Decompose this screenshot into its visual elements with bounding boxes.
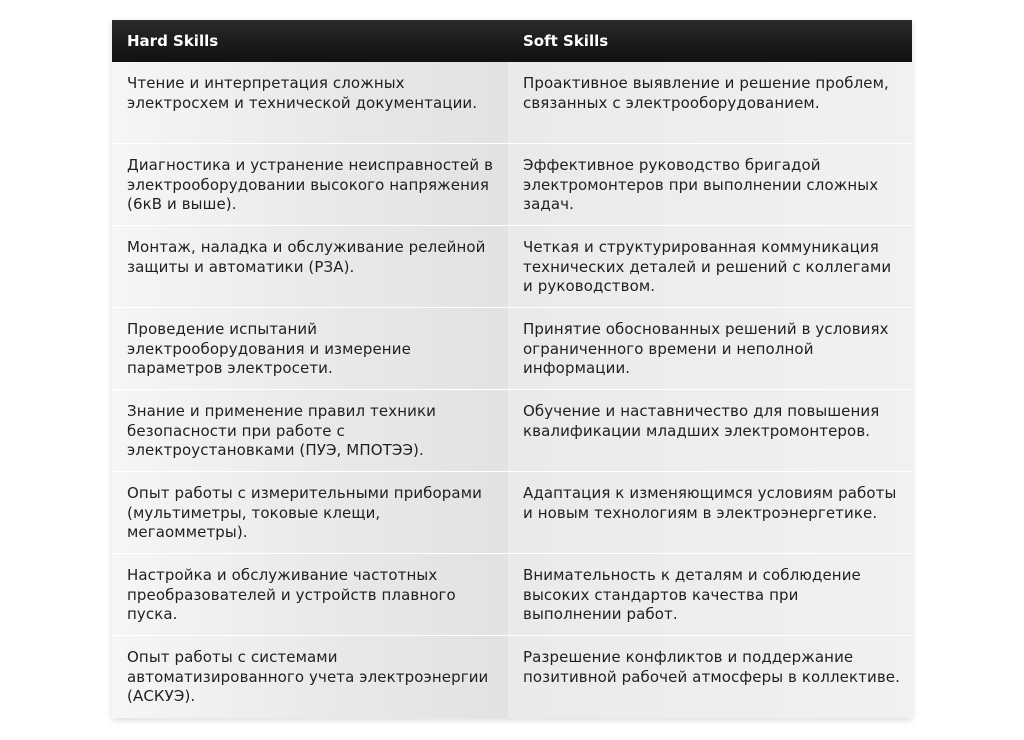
table-row — [112, 472, 912, 554]
hard-skill-cell: Монтаж, наладка и обслуживание релейной защиты и автоматики (РЗА). — [112, 226, 508, 307]
table-body — [112, 62, 912, 718]
soft-skill-cell: Обучение и наставничество для повышения квалификации младших электромонтеров. — [508, 390, 912, 471]
hard-skill-cell: Проведение испытаний электрооборудования и измерение параметров электросети. — [112, 308, 508, 389]
soft-skill-cell: Эффективное руководство бригадой электромонтеров при выполнении сложных задач. — [508, 144, 912, 225]
soft-skill-cell: Внимательность к деталям и соблюдение высоких стандартов качества при выполнении работ. — [508, 554, 912, 635]
soft-skill-cell: Адаптация к изменяющимся условиям работы и новым технологиям в электроэнергетике. — [508, 472, 912, 553]
skills-table — [112, 20, 912, 718]
hard-skill-cell: Опыт работы с измерительными приборами (мультиметры, токовые клещи, мегаомметры). — [112, 472, 508, 553]
hard-skill-cell: Диагностика и устранение неисправностей в электрооборудовании высокого напряжения (6кВ и выше). — [112, 144, 508, 225]
table-row — [112, 144, 912, 226]
table-row — [112, 554, 912, 636]
table-header — [112, 20, 912, 62]
hard-skill-cell: Знание и применение правил техники безопасности при работе с электроустановками (ПУЭ, МПОТЭЭ). — [112, 390, 508, 471]
table-row — [112, 62, 912, 144]
hard-skill-cell: Настройка и обслуживание частотных преобразователей и устройств плавного пуска. — [112, 554, 508, 635]
hard-skill-cell: Опыт работы с системами автоматизированного учета электроэнергии (АСКУЭ). — [112, 636, 508, 718]
hard-skill-cell: Чтение и интерпретация сложных электросхем и технической документации. — [112, 62, 508, 143]
table-row — [112, 390, 912, 472]
soft-skill-cell: Проактивное выявление и решение проблем, связанных с электрооборудованием. — [508, 62, 912, 143]
table-row — [112, 308, 912, 390]
soft-skill-cell: Разрешение конфликтов и поддержание позитивной рабочей атмосферы в коллективе. — [508, 636, 912, 718]
soft-skill-cell: Принятие обоснованных решений в условиях ограниченного времени и неполной информации. — [508, 308, 912, 389]
table-row — [112, 226, 912, 308]
header-soft-skills: Soft Skills — [523, 32, 609, 50]
table-row — [112, 636, 912, 718]
soft-skill-cell: Четкая и структурированная коммуникация технических деталей и решений с коллегами и руководством. — [508, 226, 912, 307]
header-hard-skills: Hard Skills — [127, 32, 219, 50]
